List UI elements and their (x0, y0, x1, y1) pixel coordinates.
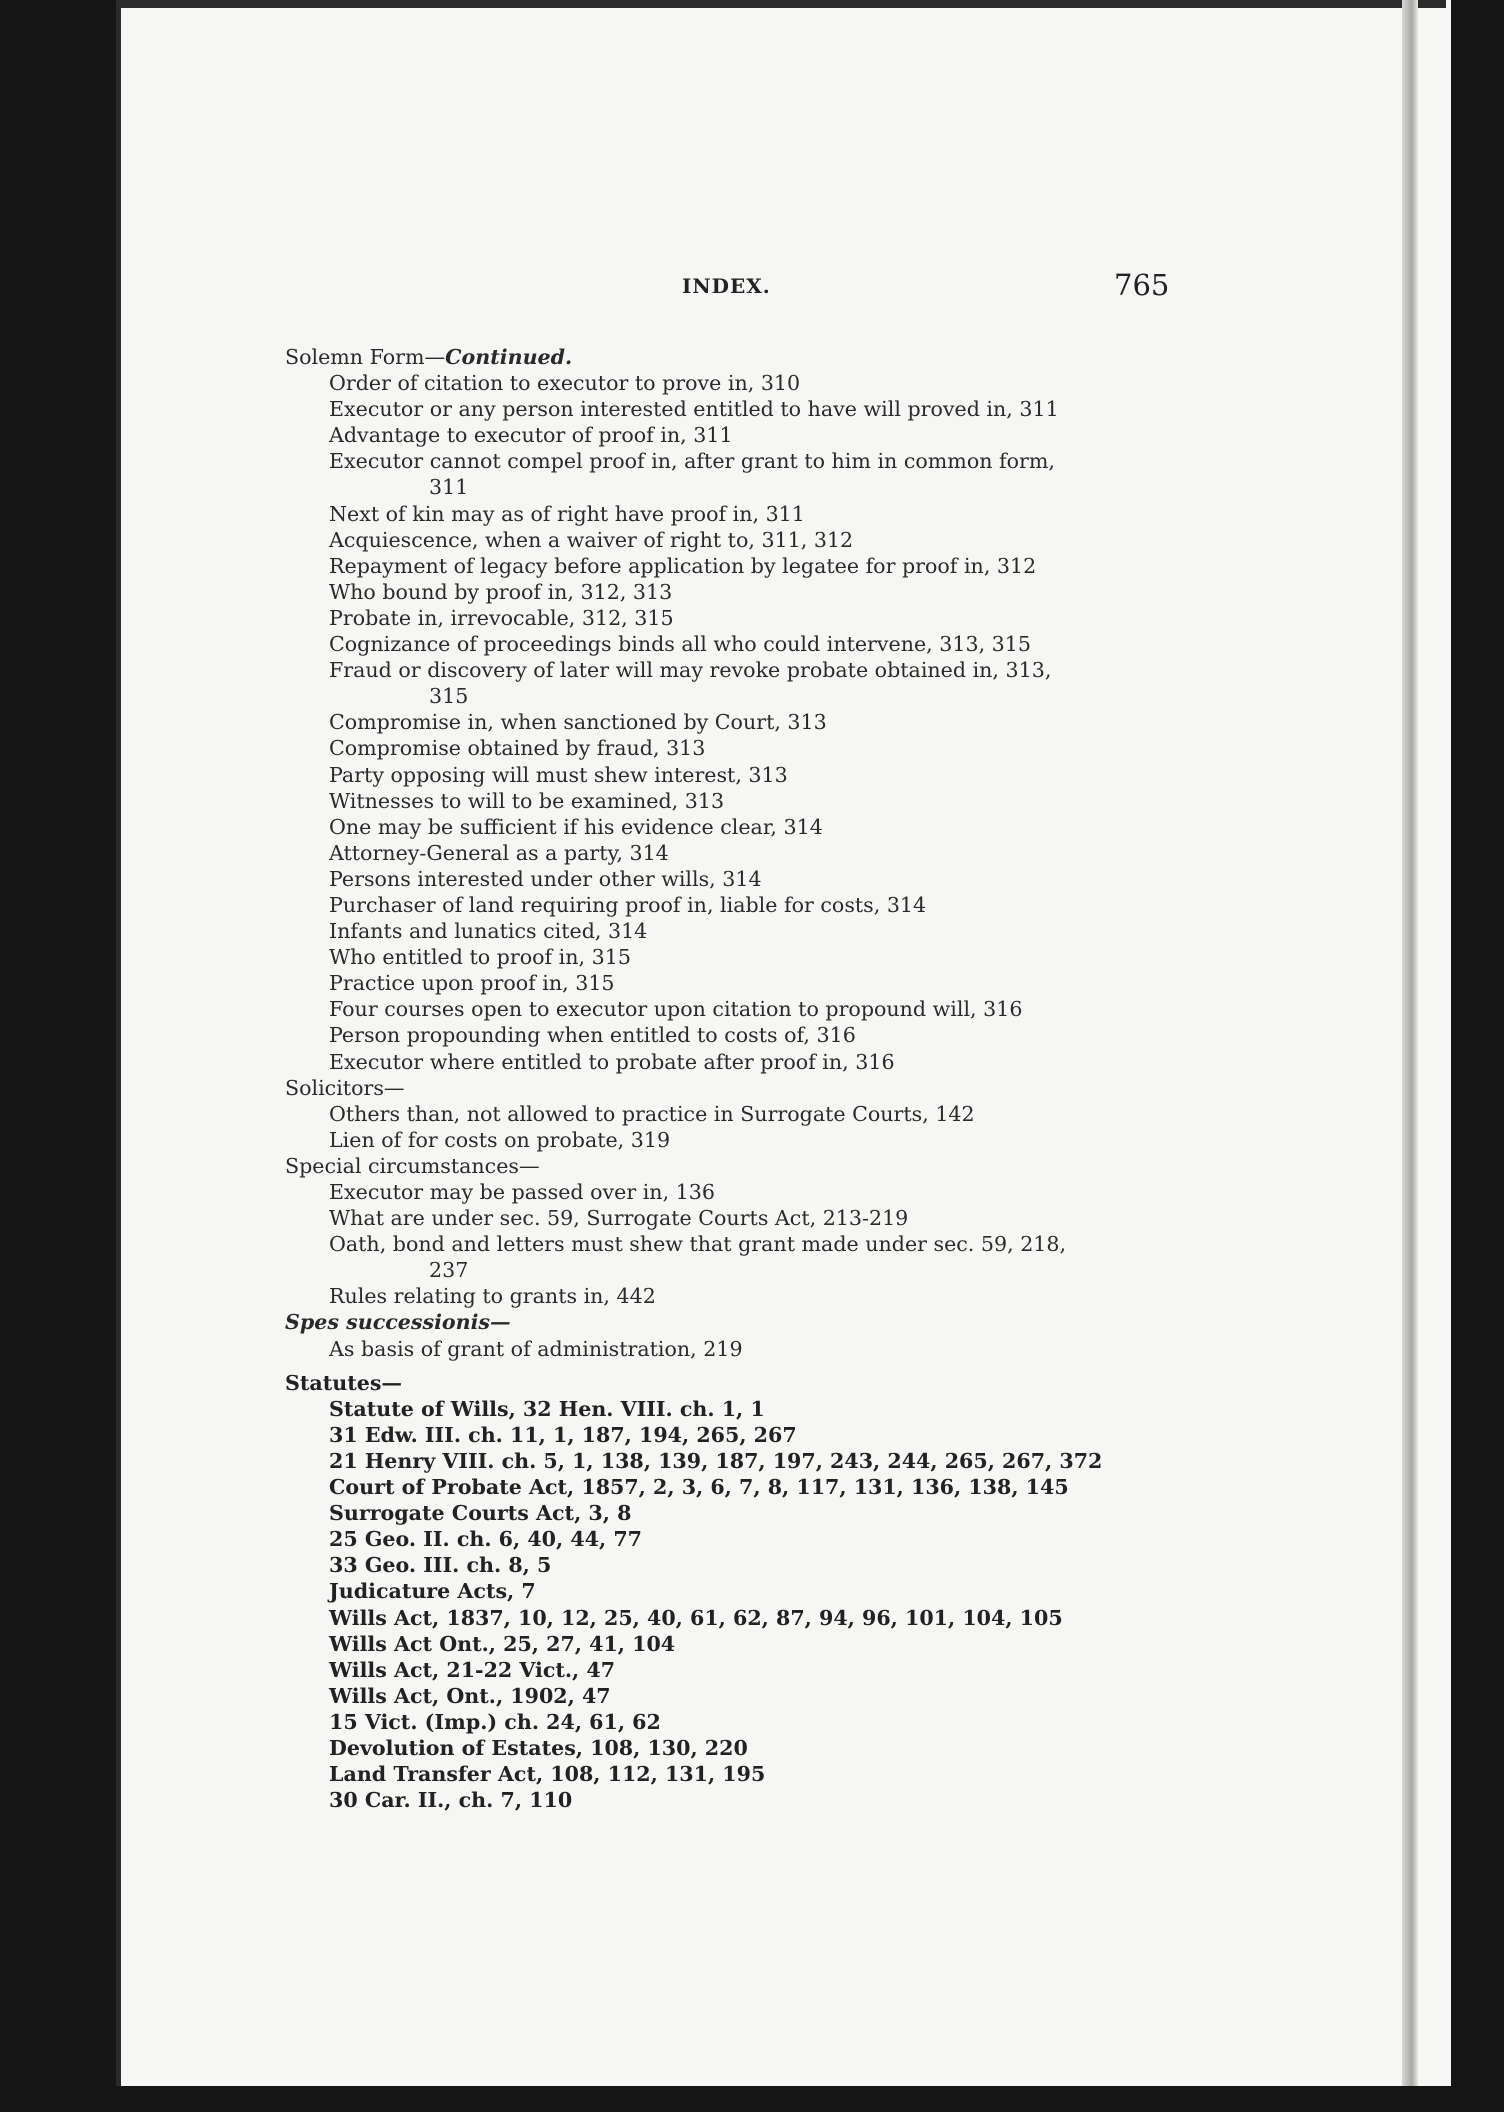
page-right-edge (1402, 0, 1418, 2086)
index-entry: Party opposing will must shew interest, 313 (329, 762, 788, 787)
continued-label: Continued. (445, 345, 573, 369)
index-entry: Judicature Acts, 7 (329, 1579, 536, 1604)
running-header: INDEX. (682, 274, 771, 298)
index-entry: Wills Act, 21-22 Vict., 47 (329, 1657, 616, 1682)
index-entry: Wills Act, Ont., 1902, 47 (329, 1683, 611, 1708)
index-entry: Land Transfer Act, 108, 112, 131, 195 (329, 1762, 766, 1787)
index-heading-spes-successionis: Spes successionis— (285, 1310, 511, 1335)
index-entry: 31 Edw. III. ch. 11, 1, 187, 194, 265, 267 (329, 1422, 797, 1447)
index-heading-statutes: Statutes— (285, 1370, 403, 1395)
index-entry: Attorney-General as a party, 314 (329, 840, 669, 865)
index-entry: Order of citation to executor to prove in, 310 (329, 371, 801, 396)
index-entry: Executor where entitled to probate after proof in, 316 (329, 1049, 895, 1074)
index-entry: Devolution of Estates, 108, 130, 220 (329, 1735, 748, 1760)
index-body (285, 344, 1185, 1813)
index-entry: Next of kin may as of right have proof in, 311 (329, 501, 805, 526)
index-entry: Four courses open to executor upon citation to propound will, 316 (329, 997, 1023, 1022)
index-entry: Cognizance of proceedings binds all who could intervene, 313, 315 (329, 632, 1031, 657)
index-entry: Witnesses to will to be examined, 313 (329, 788, 725, 813)
index-entry: 21 Henry VIII. ch. 5, 1, 138, 139, 187, 197, 243, 244, 265, 267, 372 (329, 1448, 1103, 1473)
index-entry: As basis of grant of administration, 219 (329, 1336, 743, 1361)
index-entry: 33 Geo. III. ch. 8, 5 (329, 1553, 552, 1578)
index-entry-continuation: 311 (429, 475, 469, 500)
section-gap (285, 1362, 1185, 1370)
index-entry: One may be sufficient if his evidence clear, 314 (329, 814, 823, 839)
index-entry: Practice upon proof in, 315 (329, 971, 615, 996)
index-entry: Court of Probate Act, 1857, 2, 3, 6, 7, 8, 117, 131, 136, 138, 145 (329, 1475, 1069, 1500)
index-entry: Persons interested under other wills, 314 (329, 866, 762, 891)
index-entry: Executor may be passed over in, 136 (329, 1180, 715, 1204)
index-heading-solicitors: Solicitors— (285, 1075, 405, 1100)
index-entry: Fraud or discovery of later will may revoke probate obtained in, 313, (329, 658, 1052, 683)
index-entry: Probate in, irrevocable, 312, 315 (329, 605, 674, 630)
index-entry: Advantage to executor of proof in, 311 (329, 423, 733, 448)
index-entry: Wills Act Ont., 25, 27, 41, 104 (329, 1631, 676, 1656)
index-entry: 25 Geo. II. ch. 6, 40, 44, 77 (329, 1527, 643, 1552)
index-entry: Surrogate Courts Act, 3, 8 (329, 1501, 632, 1526)
index-entry: Executor or any person interested entitled to have will proved in, 311 (329, 397, 1059, 422)
index-entry: Compromise obtained by fraud, 313 (329, 736, 706, 761)
index-entry: Lien of for costs on probate, 319 (329, 1127, 671, 1152)
index-entry: Repayment of legacy before application by legatee for proof in, 312 (329, 553, 1037, 578)
index-entry: Person propounding when entitled to costs of, 316 (329, 1023, 856, 1048)
heading-text: Solemn Form— (285, 345, 446, 369)
index-entry: Infants and lunatics cited, 314 (329, 919, 648, 944)
index-entry: Compromise in, when sanctioned by Court, 313 (329, 710, 827, 735)
index-entry: What are under sec. 59, Surrogate Courts Act, 213-219 (329, 1206, 909, 1231)
page-number: 765 (1114, 268, 1170, 302)
index-entry: 30 Car. II., ch. 7, 110 (329, 1788, 573, 1813)
index-heading-special-circumstances: Special circumstances— (285, 1153, 540, 1178)
index-entry-continuation: 237 (429, 1258, 469, 1283)
index-entry: Oath, bond and letters must shew that grant made under sec. 59, 218, (329, 1232, 1067, 1257)
index-entry: Acquiescence, when a waiver of right to, 311, 312 (329, 527, 854, 552)
index-entry: Executor cannot compel proof in, after grant to him in common form, (329, 449, 1055, 474)
index-entry: Statute of Wills, 32 Hen. VIII. ch. 1, 1 (329, 1396, 765, 1421)
index-entry: Who entitled to proof in, 315 (329, 945, 631, 970)
page-top-edge (116, 0, 1446, 8)
index-heading-solemn-form (285, 344, 1185, 370)
index-entry: 15 Vict. (Imp.) ch. 24, 61, 62 (329, 1709, 661, 1734)
index-entry: Purchaser of land requiring proof in, liable for costs, 314 (329, 892, 927, 917)
index-entry: Wills Act, 1837, 10, 12, 25, 40, 61, 62, 87, 94, 96, 101, 104, 105 (329, 1605, 1063, 1630)
index-entry: Rules relating to grants in, 442 (329, 1284, 656, 1309)
index-entry-continuation: 315 (429, 684, 469, 709)
index-entry: Who bound by proof in, 312, 313 (329, 579, 673, 604)
index-entry: Others than, not allowed to practice in Surrogate Courts, 142 (329, 1101, 975, 1126)
